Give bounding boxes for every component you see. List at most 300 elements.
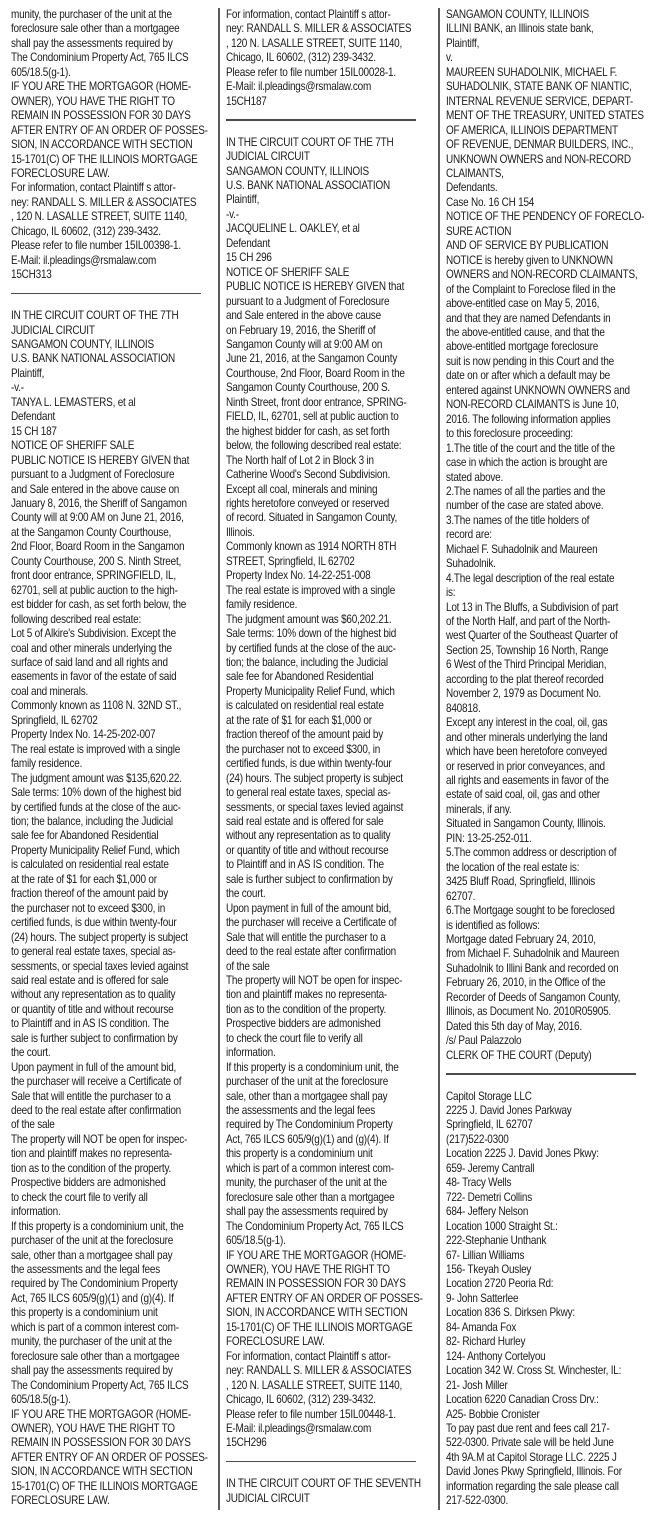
notice-line: certified funds, is due within twenty-four <box>226 757 392 771</box>
notice-line: The property will NOT be open for inspec- <box>11 1132 188 1146</box>
notice-line: and that they are named Defendants in <box>446 311 611 325</box>
notice-line: 3.The names of the title holders of <box>446 513 590 527</box>
notice-line: at the rate of $1 for each $1,000 or <box>226 713 372 727</box>
notice-line: Property Index No. 14-22-251-008 <box>226 569 371 583</box>
notice-line: For information, contact Plaintiff s attor- <box>226 8 391 21</box>
notice-line: Capitol Storage LLC <box>446 1089 532 1103</box>
column-2 <box>226 8 426 1506</box>
notice-line: (24) hours. The subject property is subject <box>11 930 188 944</box>
notice-line: NOTICE OF SHERIFF SALE <box>226 265 350 279</box>
notice-line: (24) hours. The subject property is subject <box>226 771 403 785</box>
notice-line: at the Sangamon County Courthouse, <box>11 525 172 539</box>
notice-line: the court. <box>226 887 266 901</box>
notice-line: tion as to the condition of the property. <box>226 1002 387 1016</box>
notice-line: IF YOU ARE THE MORTGAGOR (HOME- <box>11 80 192 94</box>
notice-line: 2.The names of all the parties and the <box>446 484 606 498</box>
notice-line: IN THE CIRCUIT COURT OF THE 7TH <box>226 135 394 149</box>
notice-line: date on or after which a default may be <box>446 369 610 383</box>
notice-line: which is part of a common interest com- <box>226 1161 394 1175</box>
notice-line: Commonly known as 1914 NORTH 8TH <box>226 540 397 554</box>
column-3 <box>446 8 651 1509</box>
notice-line: OWNER), YOU HAVE THE RIGHT TO <box>11 1422 175 1435</box>
notice-line: The judgment amount was $135,620.22. <box>11 771 182 785</box>
notice-line: is calculated on residential real estate <box>226 699 384 713</box>
notice-line: sale is further subject to confirmation by <box>11 1031 178 1045</box>
notice-line: A25- Bobbie Cronister <box>446 1407 540 1421</box>
notice-line: to this foreclosure proceeding: <box>446 427 573 441</box>
notice-line: JUDICIAL CIRCUIT <box>11 323 95 337</box>
notice-line: minerals, if any. <box>446 802 512 816</box>
notice-line: or reserved in prior conveyances, and <box>446 759 605 773</box>
notice-line: by certified funds at the close of the auc- <box>11 800 181 814</box>
notice-line: REMAIN IN POSSESSION FOR 30 DAYS <box>11 1436 191 1450</box>
notice-line: TANYA L. LEMASTERS, et al <box>11 395 136 409</box>
notice-line: fraction thereof of the amount paid by <box>226 728 384 742</box>
notice-line: The real estate is improved with a single <box>226 583 396 597</box>
notice-line: ILLINI BANK, an Illinois state bank, <box>446 22 594 36</box>
notice-line: Please refer to file number 15IL00028-1. <box>226 65 396 79</box>
notice-line: 15CH187 <box>226 94 267 108</box>
legal-notice <box>226 136 426 1451</box>
notice-line: Springfield, IL 62707 <box>446 1118 533 1132</box>
notice-line: IF YOU ARE THE MORTGAGOR (HOME- <box>11 1407 192 1421</box>
notice-line: below, the following described real estate: <box>226 439 402 453</box>
notice-line: Defendant <box>226 236 271 250</box>
notice-line: FORECLOSURE LAW. <box>226 1335 325 1349</box>
notice-line: Sangamon County Courthouse, 200 S. <box>226 381 390 395</box>
legal-notice <box>11 8 211 283</box>
notice-line: suit is now pending in this Court and the <box>446 354 614 368</box>
notice-line: of record. Situated in Sangamon County, <box>226 511 398 525</box>
notice-line: Chicago, IL 60602, (312) 239-3432. <box>226 1393 376 1407</box>
notice-line: foreclosure sale other than a mortgagee <box>11 1349 180 1363</box>
notice-line: Sangamon County will at 9:00 AM on <box>226 338 383 352</box>
notice-line: For information, contact Plaintiff s attor- <box>226 1349 391 1363</box>
notice-line: without any representation as to quality <box>226 829 391 843</box>
notice-line: PIN: 13-25-252-011. <box>446 831 532 845</box>
notice-line: to Plaintiff and in AS IS condition. The <box>11 1017 169 1031</box>
notice-line: Prospective bidders are admonished <box>11 1176 166 1190</box>
notice-line: or quantity of title and without recourse <box>226 843 389 857</box>
notice-line: family residence. <box>226 598 298 612</box>
notice-line: 840818. <box>446 701 481 715</box>
notice-line: and other minerals underlying the land <box>446 730 608 744</box>
notice-line: sale is further subject to confirmation by <box>226 872 393 886</box>
notice-line: SION, IN ACCORDANCE WITH SECTION <box>11 138 193 152</box>
notice-line: NOTICE is hereby given to UNKNOWN <box>446 253 613 267</box>
notice-line: Recorder of Deeds of Sangamon County, <box>446 990 621 1004</box>
notice-line: information regarding the sale please call <box>446 1479 619 1493</box>
notice-line: from Michael F. Suhadolnik and Maureen <box>446 947 620 961</box>
notice-line: SUHADOLNIK, STATE BANK OF NIANTIC, <box>446 80 632 94</box>
notice-line: of the North Half, and part of the North- <box>446 615 611 629</box>
notice-line: Commonly known as 1108 N. 32ND ST., <box>11 699 182 713</box>
notice-line: without any representation as to quality <box>11 988 176 1002</box>
notice-line: coal and minerals. <box>11 684 89 698</box>
notice-line: ney: RANDALL S. MILLER & ASSOCIATES <box>11 195 197 209</box>
notice-line: Upon payment in full of the amount bid, <box>11 1060 177 1074</box>
notice-line: Prospective bidders are admonished <box>226 1017 381 1031</box>
notice-line: the court. <box>11 1046 51 1060</box>
notice-line: sale fee for Abandoned Residential <box>226 670 374 684</box>
notice-line: est bidder for cash, as set forth below, the <box>11 598 187 612</box>
notice-line: 67- Lillian Williams <box>446 1248 525 1262</box>
notice-line: to general real estate taxes, special as- <box>226 786 391 800</box>
notice-line: sessments, or special taxes levied against <box>226 800 404 814</box>
notice-line: Case No. 16 CH 154 <box>446 195 535 209</box>
notice-line: The North half of Lot 2 in Block 3 in <box>226 453 374 467</box>
notice-line: Property Index No. 14-25-202-007 <box>11 728 156 742</box>
notice-line: The Condominium Property Act, 765 ILCS <box>11 1378 189 1392</box>
notice-line: AFTER ENTRY OF AN ORDER OF POSSES- <box>11 123 208 137</box>
notice-line: 222-Stephanie Unthank <box>446 1234 547 1248</box>
notice-line: CLAIMANTS, <box>446 166 504 180</box>
notice-line: Sale that will entitle the purchaser to a <box>226 930 386 944</box>
notice-line: 4.The legal description of the real estate <box>446 571 615 585</box>
notice-line: v. <box>446 51 453 65</box>
notice-line: MENT OF THE TREASURY, UNITED STATES <box>446 109 644 123</box>
notice-line: PUBLIC NOTICE IS HEREBY GIVEN that <box>226 280 405 294</box>
notice-line: 684- Jeffery Nelson <box>446 1205 529 1219</box>
notice-line: Lot 5 of Alkire's Subdivision. Except the <box>11 627 176 641</box>
notice-line: Sale terms: 10% down of the highest bid <box>226 627 397 641</box>
notice-line: estate of said coal, oil, gas and other <box>446 788 601 802</box>
notice-line: U.S. BANK NATIONAL ASSOCIATION <box>226 179 391 193</box>
notice-line: Chicago, IL 60602, (312) 239-3432. <box>226 51 376 65</box>
notice-line: OWNERS and NON-RECORD CLAIMANTS, <box>446 268 638 282</box>
notice-line: this property is a condominium unit <box>11 1306 158 1320</box>
notice-line: fraction thereof of the amount paid by <box>11 887 169 901</box>
notice-line: Defendants. <box>446 181 498 195</box>
notice-line: Suhadolnik. <box>446 557 496 571</box>
notice-line: the purchaser will receive a Certificate of <box>226 916 397 930</box>
notice-line: shall pay the assessments required by <box>11 36 173 50</box>
notice-line: REMAIN IN POSSESSION FOR 30 DAYS <box>11 109 191 123</box>
notice-line: Act, 765 ILCS 605/9(g)(1) and (g)(4). If <box>11 1291 174 1305</box>
notice-line: the purchaser not to exceed $300, in <box>11 901 166 915</box>
notice-line: UNKNOWN OWNERS and NON-RECORD <box>446 152 631 166</box>
notice-line: MAUREEN SUHADOLNIK, MICHAEL F. <box>446 65 618 79</box>
notice-line: OWNER), YOU HAVE THE RIGHT TO <box>226 1263 390 1277</box>
notice-line: entered against UNKNOWN OWNERS and <box>446 383 630 397</box>
notice-line: of the Complaint to Foreclose filed in the <box>446 282 616 296</box>
notice-line: NOTICE OF THE PENDENCY OF FORECLO- <box>446 210 645 224</box>
notice-line: Sale terms: 10% down of the highest bid <box>11 786 182 800</box>
notice-line: -v.- <box>226 207 239 221</box>
notice-line: Except any interest in the coal, oil, gas <box>446 716 608 730</box>
notice-line: For information, contact Plaintiff s attor- <box>11 181 176 195</box>
notice-line: AFTER ENTRY OF AN ORDER OF POSSES- <box>226 1291 423 1305</box>
notice-line: STREET, Springfield, IL 62702 <box>226 554 355 568</box>
notice-separator-rule <box>226 1461 416 1463</box>
notice-line: is identified as follows: <box>446 918 540 932</box>
notice-line: November 2, 1979 as Document No. <box>446 687 601 701</box>
notice-line: JACQUELINE L. OAKLEY, et al <box>226 222 360 236</box>
legal-notice <box>226 8 426 109</box>
notice-line: Mortgage dated February 24, 2010, <box>446 933 596 946</box>
notice-line: 15-1701(C) OF THE ILLINOIS MORTGAGE <box>11 1479 198 1493</box>
notice-line: the above-entitled cause, and that the <box>446 325 605 339</box>
notice-line: The Condominium Property Act, 765 ILCS <box>11 51 189 65</box>
notice-line: purchaser of the unit at the foreclosure <box>11 1234 174 1248</box>
legal-notice <box>11 309 211 1509</box>
notice-line: at the rate of $1 for each $1,000 or <box>11 872 157 886</box>
notice-line: 5.The common address or description of <box>446 846 617 860</box>
notice-line: 82- Richard Hurley <box>446 1335 526 1349</box>
notice-line: JUDICIAL CIRCUIT <box>226 1491 310 1505</box>
notice-line: Location 2225 J. David Jones Pkwy: <box>446 1147 599 1161</box>
notice-line: 659- Jeremy Cantrall <box>446 1161 535 1175</box>
notice-line: /s/ Paul Palazzolo <box>446 1034 522 1048</box>
notice-line: Lot 13 in The Bluffs, a Subdivision of part <box>446 600 619 614</box>
notice-line: to Plaintiff and in AS IS condition. The <box>226 858 384 872</box>
notice-line: tion; the balance, including the Judicial <box>226 655 388 669</box>
notice-line: AFTER ENTRY OF AN ORDER OF POSSES- <box>11 1450 208 1464</box>
notice-line: Location 6220 Canadian Cross Drv.: <box>446 1393 599 1407</box>
notice-line: The Condominium Property Act, 765 ILCS <box>226 1219 404 1233</box>
notice-line: Location 2720 Peoria Rd: <box>446 1277 554 1291</box>
notice-line: 722- Demetri Collins <box>446 1190 533 1204</box>
notice-line: SION, IN ACCORDANCE WITH SECTION <box>226 1306 408 1320</box>
notice-line: Please refer to file number 15IL00448-1. <box>226 1407 396 1421</box>
notice-line: IN THE CIRCUIT COURT OF THE 7TH <box>11 309 179 323</box>
notice-line: Location 342 W. Cross St. Winchester, IL: <box>446 1364 622 1378</box>
notice-line: SURE ACTION <box>446 224 512 238</box>
notice-line: deed to the real estate after confirmation <box>226 945 396 959</box>
notice-line: above-entitled mortgage foreclosure <box>446 340 599 354</box>
notice-line: Courthouse, 2nd Floor, Board Room in the <box>226 366 405 380</box>
notice-line: REMAIN IN POSSESSION FOR 30 DAYS <box>226 1277 406 1291</box>
notice-line: this property is a condominium unit <box>226 1147 373 1161</box>
legal-notice <box>446 1090 651 1509</box>
notice-line: required by The Condominium Property <box>226 1118 393 1132</box>
notice-line: FIELD, IL, 62701, sell at public auction to <box>226 410 399 424</box>
notice-line: certified funds, is due within twenty-four <box>11 916 177 930</box>
notice-line: FORECLOSURE LAW. <box>11 166 110 180</box>
notice-line: NOTICE OF SHERIFF SALE <box>11 439 135 453</box>
notice-line: SANGAMON COUNTY, ILLINOIS <box>226 164 369 178</box>
notice-line: 2016. The following information applies <box>446 412 611 426</box>
notice-line: Situated in Sangamon County, Illinois. <box>446 817 606 831</box>
notice-line: the location of the real estate is: <box>446 860 580 874</box>
column-divider <box>218 8 220 1510</box>
notice-line: purchaser of the unit at the foreclosure <box>226 1075 389 1089</box>
notice-line: munity, the purchaser of the unit at the <box>226 1176 387 1190</box>
notice-line: OF AMERICA, ILLINOIS DEPARTMENT <box>446 123 618 137</box>
notice-line: tion and plaintiff makes no representa- <box>11 1147 173 1161</box>
notice-line: front door entrance, SPRINGFIELD, IL, <box>11 569 176 583</box>
notice-line: If this property is a condominium unit, the <box>226 1060 399 1074</box>
notice-line: David Jones Pkwy Springfield, Illinois. For <box>446 1465 622 1479</box>
notice-line: according to the plat thereof recorded <box>446 672 604 686</box>
notice-line: OWNER), YOU HAVE THE RIGHT TO <box>11 94 175 108</box>
notice-line: case in which the action is brought are <box>446 456 608 470</box>
notice-line: Act, 765 ILCS 605/9(g)(1) and (g)(4). If <box>226 1132 389 1146</box>
notice-line: NON-RECORD CLAIMANTS is June 10, <box>446 398 619 412</box>
notice-line: Property Municipality Relief Fund, which <box>11 843 180 857</box>
notice-line: surface of said land and all rights and <box>11 655 168 669</box>
notice-line: 605/18.5(g-1). <box>11 65 71 79</box>
notice-line: munity, the purchaser of the unit at the <box>11 8 172 21</box>
notice-line: tion and plaintiff makes no representa- <box>226 988 388 1002</box>
notice-line: 15 CH 296 <box>226 251 272 265</box>
notice-line: Chicago, IL 60602, (312) 239-3432. <box>11 224 161 238</box>
notice-line: ney: RANDALL S. MILLER & ASSOCIATES <box>226 1364 412 1378</box>
notice-line: the assessments and the legal fees <box>11 1263 160 1277</box>
notice-line: JUDICIAL CIRCUIT <box>226 150 310 164</box>
notice-line: INTERNAL REVENUE SERVICE, DEPART- <box>446 94 634 108</box>
notice-line: 15 CH 187 <box>11 424 57 438</box>
notice-line: June 21, 2016, at the Sangamon County <box>226 352 398 366</box>
notice-line: said real estate and is offered for sale <box>11 973 169 987</box>
notice-line: 2nd Floor, Board Room in the Sangamon <box>11 540 185 554</box>
notice-line: 4th 9A.M at Capitol Storage LLC. 2225 J <box>446 1450 617 1464</box>
notice-line: SANGAMON COUNTY, ILLINOIS <box>446 8 589 21</box>
notice-line: 605/18.5(g-1). <box>11 1393 71 1407</box>
notice-line: County will at 9:00 AM on June 21, 2016, <box>11 511 184 525</box>
notice-line: tion as to the condition of the property. <box>11 1161 172 1175</box>
notice-line: stated above. <box>446 470 504 484</box>
notice-line: 6.The Mortgage sought to be foreclosed <box>446 904 615 918</box>
notice-line: Section 25, Township 16 North, Range <box>446 643 609 657</box>
notice-line: 124- Anthony Cortelyou <box>446 1349 546 1363</box>
notice-line: 48- Tracy Wells <box>446 1176 512 1190</box>
notice-line: the purchaser not to exceed $300, in <box>226 742 381 756</box>
notice-line: easements in favor of the estate of said <box>11 670 177 684</box>
notice-line: tion; the balance, including the Judicial <box>11 814 173 828</box>
notice-line: said real estate and is offered for sale <box>226 814 384 828</box>
notice-line: the highest bidder for cash, as set forth <box>226 424 390 438</box>
notice-line: rights heretofore conveyed or reserved <box>226 497 390 510</box>
notice-line: pursuant to a Judgment of Foreclosure <box>226 294 390 308</box>
notice-line: 522-0300. Private sale will be held June <box>446 1436 614 1450</box>
notice-line: Defendant <box>11 410 56 424</box>
notice-line: Upon payment in full of the amount bid, <box>226 901 392 915</box>
notice-line: 605/18.5(g-1). <box>226 1234 286 1248</box>
notice-line: 21- Josh Miller <box>446 1378 508 1392</box>
notice-line: the assessments and the legal fees <box>226 1104 375 1118</box>
notice-line: PUBLIC NOTICE IS HEREBY GIVEN that <box>11 453 190 467</box>
notice-line: 15CH313 <box>11 268 52 282</box>
notice-line: To pay past due rent and fees call 217- <box>446 1422 610 1435</box>
notice-line: and Sale entered in the above cause <box>226 309 381 323</box>
notice-line: 15-1701(C) OF THE ILLINOIS MORTGAGE <box>226 1320 413 1334</box>
notice-line: County Courthouse, 200 S. Ninth Street, <box>11 554 182 568</box>
notice-line: Plaintiff, <box>226 193 260 207</box>
notice-line: If this property is a condominium unit, the <box>11 1219 184 1233</box>
notice-line: E-Mail: il.pleadings@rsmalaw.com <box>226 80 372 94</box>
notice-line: of the sale <box>226 959 270 973</box>
notice-line: U.S. BANK NATIONAL ASSOCIATION <box>11 352 176 366</box>
notice-line: to check the court file to verify all <box>226 1031 363 1045</box>
notice-line: Please refer to file number 15IL00398-1. <box>11 239 181 253</box>
notice-line: information. <box>226 1046 276 1060</box>
notice-line: Springfield, IL 62702 <box>11 713 98 727</box>
notice-line: The property will NOT be open for inspec- <box>226 973 403 987</box>
notice-line: 6 West of the Third Principal Meridian, <box>446 658 607 672</box>
notice-line: foreclosure sale other than a mortgagee <box>226 1190 395 1204</box>
notice-line: munity, the purchaser of the unit at the <box>11 1335 172 1349</box>
notice-line: CLERK OF THE COURT (Deputy) <box>446 1048 592 1062</box>
notice-separator-rule <box>446 1073 636 1075</box>
notice-line: the purchaser will receive a Certificate of <box>11 1075 182 1089</box>
notice-line: AND OF SERVICE BY PUBLICATION <box>446 239 609 253</box>
notice-line: record are: <box>446 528 492 542</box>
notice-line: SANGAMON COUNTY, ILLINOIS <box>11 338 154 352</box>
notice-line: 1.The title of the court and the title of the <box>446 441 615 455</box>
notice-line: 62707. <box>446 889 476 903</box>
notice-line: pursuant to a Judgment of Foreclosure <box>11 468 175 482</box>
notice-line: Sale that will entitle the purchaser to a <box>11 1089 171 1103</box>
notice-line: is calculated on residential real estate <box>11 858 169 872</box>
column-1 <box>11 8 211 1509</box>
notice-line: to general real estate taxes, special as- <box>11 945 176 959</box>
notice-line: , 120 N. LASALLE STREET, SUITE 1140, <box>226 1378 403 1392</box>
notice-line: or quantity of title and without recourse <box>11 1002 174 1016</box>
notice-line: required by The Condominium Property <box>11 1277 178 1291</box>
notice-line: E-Mail: il.pleadings@rsmalaw.com <box>226 1422 372 1435</box>
notice-line: which have been heretofore conveyed <box>446 745 607 759</box>
notice-line: IF YOU ARE THE MORTGAGOR (HOME- <box>226 1248 407 1262</box>
notice-line: following described real estate: <box>11 612 142 626</box>
notice-line: , 120 N. LASALLE STREET, SUITE 1140, <box>11 210 188 224</box>
notice-line: -v.- <box>11 381 24 395</box>
notice-line: Dated this 5th day of May, 2016. <box>446 1019 582 1033</box>
notice-line: ney: RANDALL S. MILLER & ASSOCIATES <box>226 22 412 36</box>
notice-line: and Sale entered in the above cause on <box>11 482 180 496</box>
notice-line: by certified funds at the close of the auc- <box>226 641 396 655</box>
notice-line: E-Mail: il.pleadings@rsmalaw.com <box>11 253 157 267</box>
notice-line: Illinois. <box>226 525 255 539</box>
notice-line: is: <box>446 586 456 600</box>
notice-line: Suhadolnik to Illini Bank and recorded on <box>446 961 619 975</box>
notice-line: IN THE CIRCUIT COURT OF THE SEVENTH <box>226 1477 421 1491</box>
notice-line: 156- Tkeyah Ousley <box>446 1263 532 1277</box>
notice-line: which is part of a common interest com- <box>11 1320 179 1334</box>
notice-line: shall pay the assessments required by <box>226 1205 388 1219</box>
notice-line: Illinois, as Document No. 2010R05905. <box>446 1005 611 1019</box>
notice-separator-rule <box>226 119 416 121</box>
notice-line: 3425 Bluff Road, Springfield, Illinois <box>446 875 596 889</box>
notice-line: January 8, 2016, the Sheriff of Sangamon <box>11 497 187 510</box>
notice-line: Michael F. Suhadolnik and Maureen <box>446 542 598 556</box>
notice-line: on February 19, 2016, the Sheriff of <box>226 323 376 337</box>
notice-line: 84- Amanda Fox <box>446 1320 517 1334</box>
notice-line: (217)522-0300 <box>446 1132 509 1146</box>
notice-line: family residence. <box>11 757 83 771</box>
notice-line: , 120 N. LASALLE STREET, SUITE 1140, <box>226 36 403 50</box>
notice-line: above-entitled case on May 5, 2016, <box>446 297 600 311</box>
notice-line: 15-1701(C) OF THE ILLINOIS MORTGAGE <box>11 152 198 166</box>
notice-line: February 26, 2010, in the Office of the <box>446 976 606 990</box>
notice-line: number of the case are stated above. <box>446 499 604 513</box>
notice-line: Property Municipality Relief Fund, which <box>226 684 395 698</box>
notice-line: OF REVENUE, DENMAR BUILDERS, INC., <box>446 138 634 152</box>
notice-line: sale fee for Abandoned Residential <box>11 829 159 843</box>
notice-line: of the sale <box>11 1118 55 1132</box>
notice-line: Except all coal, minerals and mining <box>226 482 378 496</box>
notice-line: foreclosure sale other than a mortgagee <box>11 22 180 36</box>
notice-line: Catherine Wood's Second Subdivision. <box>226 468 391 482</box>
notice-line: sale, other than a mortgagee shall pay <box>226 1089 388 1103</box>
notice-line: west Quarter of the Southeast Quarter of <box>446 629 618 643</box>
notice-separator-rule <box>11 293 201 295</box>
notice-line: all rights and easements in favor of the <box>446 774 609 788</box>
notice-line: Ninth Street, front door entrance, SPRING- <box>226 395 407 409</box>
notice-line: The real estate is improved with a single <box>11 742 181 756</box>
notice-line: Location 836 S. Dirksen Pkwy: <box>446 1306 575 1320</box>
legal-notice <box>226 1477 426 1506</box>
